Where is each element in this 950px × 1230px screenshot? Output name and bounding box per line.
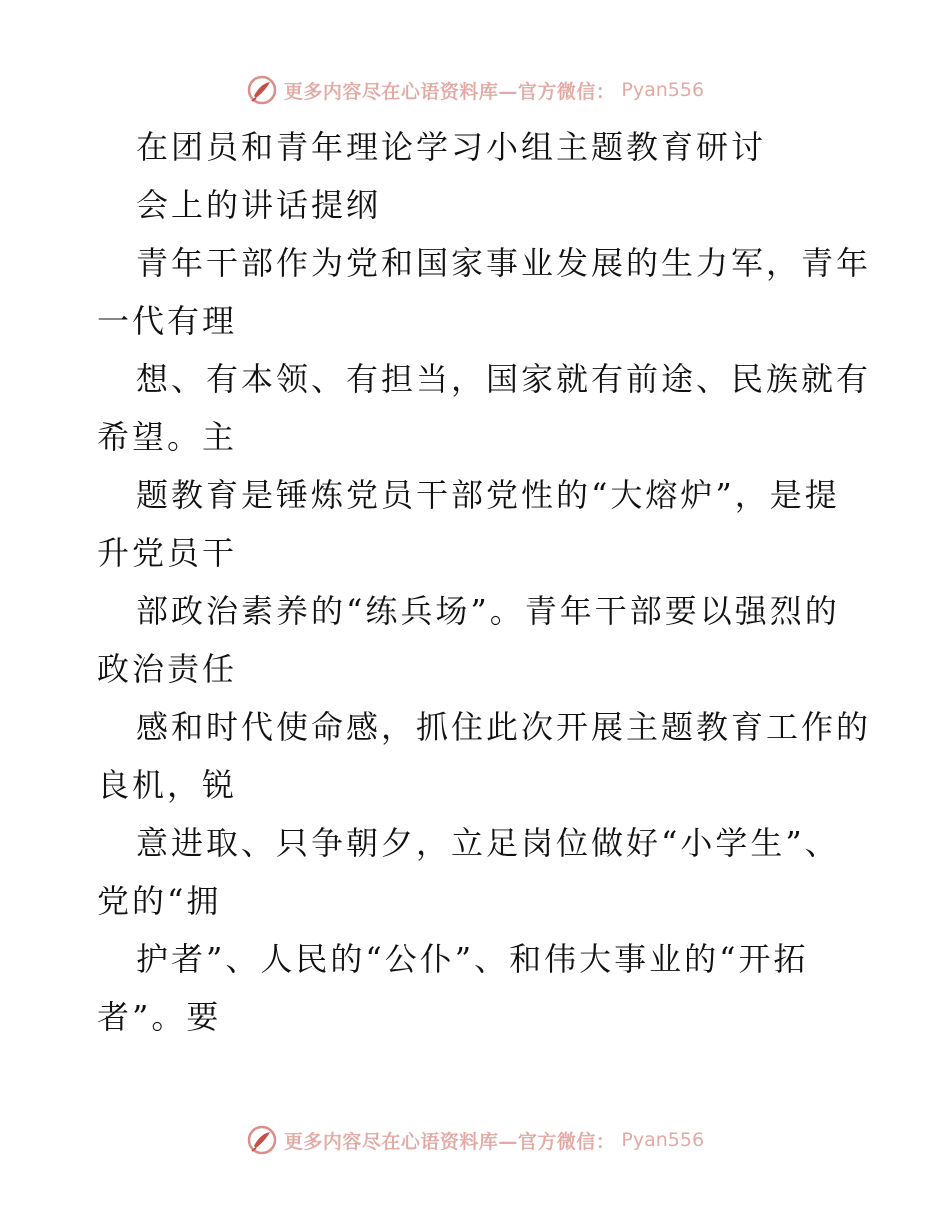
watermark-text: 更多内容尽在心语资料库—官方微信： bbox=[283, 1130, 616, 1153]
watermark-handle: Pyan556 bbox=[621, 1129, 705, 1151]
header-watermark bbox=[0, 73, 950, 107]
pen-logo-icon bbox=[246, 1124, 278, 1156]
doc-title-line-2: 会上的讲话提纲 bbox=[136, 186, 382, 224]
doc-paragraph-line: 党的“拥 bbox=[97, 882, 222, 920]
doc-paragraph-line: 政治责任 bbox=[97, 650, 238, 688]
doc-paragraph-line: 感和时代使命感，抓住此次开展主题教育工作的 bbox=[136, 708, 872, 746]
doc-title-line-1: 在团员和青年理论学习小组主题教育研讨 bbox=[136, 128, 767, 166]
doc-paragraph-line: 良机，锐 bbox=[97, 766, 238, 804]
doc-paragraph-line: 一代有理 bbox=[97, 302, 238, 340]
watermark-text: 更多内容尽在心语资料库—官方微信： bbox=[283, 80, 616, 103]
doc-paragraph-line: 希望。主 bbox=[97, 418, 238, 456]
doc-paragraph-line: 青年干部作为党和国家事业发展的生力军，青年 bbox=[136, 244, 872, 282]
doc-paragraph-line: 想、有本领、有担当，国家就有前途、民族就有 bbox=[136, 360, 872, 398]
pen-logo-icon bbox=[246, 74, 278, 106]
footer-watermark bbox=[0, 1123, 950, 1157]
doc-paragraph-line: 护者”、人民的“公仆”、和伟大事业的“开拓 bbox=[136, 940, 809, 978]
doc-paragraph-line: 题教育是锤炼党员干部党性的“大熔炉”，是提 bbox=[136, 476, 840, 514]
doc-paragraph-line: 者”。要 bbox=[97, 998, 222, 1036]
watermark-handle: Pyan556 bbox=[621, 79, 705, 101]
doc-paragraph-line: 部政治素养的“练兵场”。青年干部要以强烈的 bbox=[136, 592, 840, 630]
doc-paragraph-line: 意进取、只争朝夕，立足岗位做好“小学生”、 bbox=[136, 824, 840, 862]
doc-paragraph-line: 升党员干 bbox=[97, 534, 238, 572]
